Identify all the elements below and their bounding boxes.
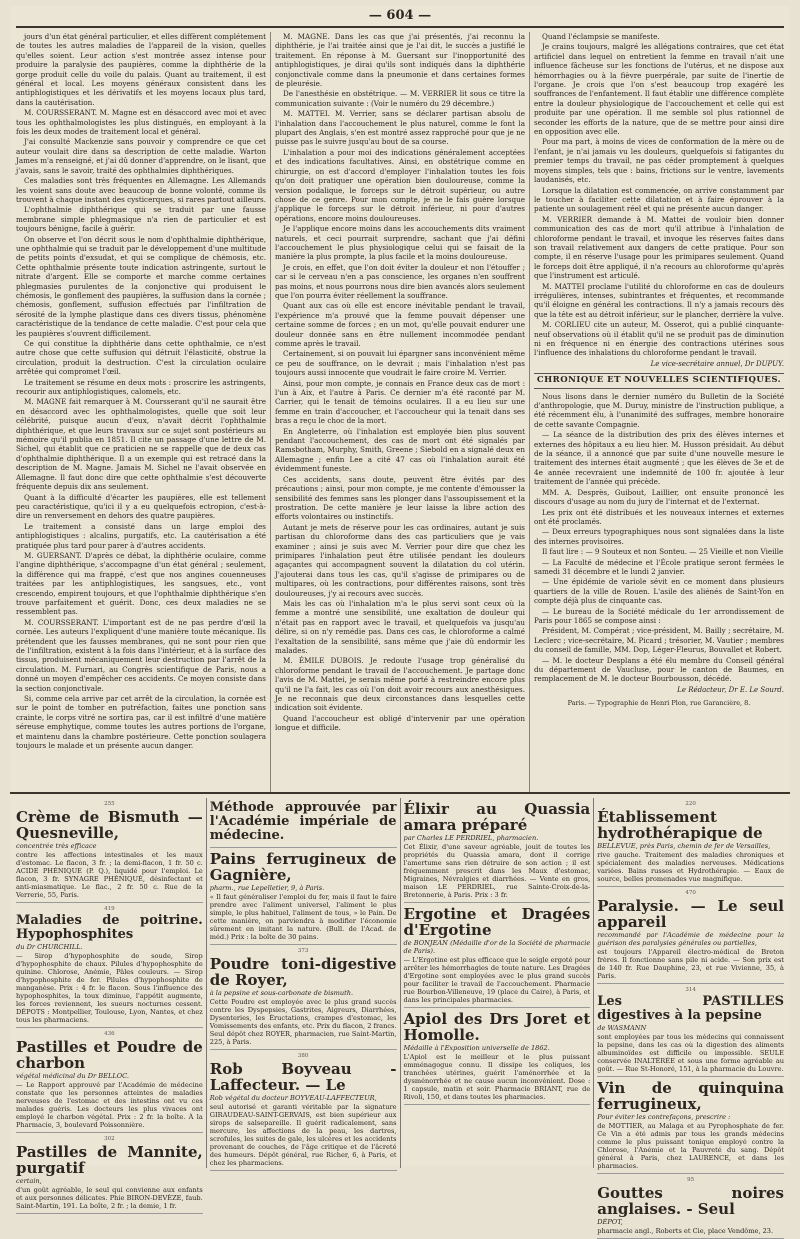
news-item: Nous lisons dans le dernier numéro du Bulletin de la Société d'anthropologie, que M. Duruy, ministre de l'instruction publique, a été récemment élu, à l'unanimité des suffrages, membre honoraire de cette savante Compagnie. [534,391,784,429]
ad-number: 302 [104,1136,115,1142]
paragraph: Le traitement a consisté dans un large emploi des antiphlogistiques : alcalins, purgatifs, etc. La cautérisation a été pratiquée plus tard pour parer à d'autres accidents. [16,521,266,550]
paragraph: J'ai consulté Mackenzie sans pouvoir y comprendre ce que cet auteur voulait dire dans sa description de cette maladie. Warton James m'a renseigné, et j'ai dû donner d'apprendre, on le lisant, que j'avais, sans le savoir, traité des ophthalmies diphthériques. [16,137,266,175]
ad-headline: Méthode approuvée par l'Académie impériale de médecine. [209,800,397,843]
ad-subtitle: Pour éviter les contrefaçons, prescrire : [597,1113,731,1121]
ad-body: est toujours l'Appareil électro-médical de Breton frères. Il fonctionne sans pile ni acide. — Son prix est de 140 fr. Rue Dauphine, 23, et rue Vivienne, 35, à Paris. [597,948,784,980]
ad-number: 436 [104,1031,115,1037]
paragraph: Si, comme cela arrive par cet arrêt de la circulation, la cornée est sur le point de tomber en putréfaction, faites une ponction sans crainte, le corps vitré ne sortira pas, car il est infiltré d'une matière séreuse emphytique, comme toutes les autres portions de l'organe, et maintenu dans la chambre postérieure. Cette ponction soulagera toujours le malade et un présente aucun danger. [16,694,266,751]
paragraph: M. GUERSANT. D'après ce débat, la diphthérie oculaire, comme l'angine diphthérique, s'accompagne d'un état général ; seulement, la différence qui ma frappé, c'est que nos angines couenneuses traitées par les antiphlogistiques, les sangsues, etc., vont crescendo, empirent toujours, et que l'ophthalmie diphthérique s'en trouve parfaitement et guérit. Donc, ces deux maladies ne se ressemblent pas. [16,550,266,617]
paragraph: Quand l'accoucheur est obligé d'intervenir par une opération longue et difficile. [275,713,525,733]
page-number: — 604 — [368,8,432,23]
paragraph: On observe et l'on décrit sous le nom d'ophthalmie diphthérique, une ophthalmie qui se traduit par le développement d'une multitude de petits points d'exsudat, et qui se complique de chémosis, etc. Cette ophthalmie présente toute indication astringente, surtout le nitrate d'argent. Elle se comporte et marche comme certaines phlegmasies purulentes de la conjonctive qui produisent le chémosis, le gonflement des paupières, la suffusion dans la cornée ; chémosis, gonflement, suffusion effectués par l'infiltration de sérosité de la lymphe plastique dans ces divers tissus, phénomène caractéristique de la tendance de cette maladie. C'est pour cela que les paupières s'ouvrent difficilement. [16,234,266,338]
ad-subtitle: de BONJEAN (Médaille d'or de la Société de pharmacie de Paris). [403,939,591,955]
paragraph: M. MATTEI. M. Verrier, sans se déclarer partisan absolu de l'inhalation dans l'accouchement le plus naturel, comme le font la plupart des Anglais, s'en est montré assez rapproché pour que je ne puisse pas le suivre jusqu'au bout de sa course. [275,109,525,147]
news-item: MM. A. Desprès, Guibout, Laillier, ont ensuite prononcé les discours d'usage au nom du jury de l'internat et de l'externat. [534,487,784,507]
advertisement [16,1028,203,1133]
advertisement [404,903,591,1008]
news-item: Président, M. Compérat ; vice-président, M. Bailly ; secrétaire, M. Leclerc ; vice-secrétaire, M. Picard ; trésorier, M. Vautier ; membres du conseil de famille, MM. Dop, Léger-Fleurus, Bouvallet et Robert. [534,626,784,655]
paragraph: M. COURSSERANT. L'important est de ne pas perdre d'œil la cornée. Les auteurs l'expliquent d'une manière toute mécanique. Ils prétendent que les fausses membranes, qui ne sont pour rien que de l'infiltration, existent à la fois dans l'intérieur, et à la surface des tissus, produisent mécaniquement leur destruction par l'arrêt de la circulation. M. Furnari, au Congrès scientifique de Paris, nous a donné un moyen d'empêcher ces accidents. Ce moyen consiste dans la section conjonctivale. [16,617,266,693]
paragraph: Quant à la difficulté d'écarter les paupières, elle est tellement peu caractéristique, qu'ici il y a eu quelquefois ectropion, c'est-à-dire un renversement en dehors des quatre paupières. [16,492,266,521]
paragraph: M. MATTEI proclame l'utilité du chloroforme en cas de douleurs irrégulières, intenses, subintrantes et fréquentes, et recommande qu'il éloigne en général les contractions. Il n'y a jamais recours dès que la tête est au détroit inférieur, sur le plancher, derrière la vulve. [534,281,784,319]
ad-headline: Crème de Bismuth — Quesneville, [16,808,203,842]
ad-number: 314 [685,987,696,993]
article-columns [10,28,790,792]
ad-subtitle: par Charles LE PERDRIEL, pharmacien. [403,834,539,842]
ad-body: « Il faut généraliser l'emploi du fer, mais il faut le faire prendre avec l'aliment universel, l'aliment le plus simple, le plus habituel, l'aliment de tous, » le Pain. De cette manière, on parviendra à modifier l'économie sûrement en imitant la nature. (Bull. de l'Acad. de méd.) Prix : la boîte de 30 pains. [209,893,397,941]
column-1 [16,32,266,792]
advertisements [10,792,790,1235]
ad-body: d'un goût agréable, le seul qui convienne aux enfants et aux personnes délicates. Phie BIRON-DEVÈZE, faub. Saint-Martin, 191. La boîte, 2 fr. ; la demie, 1 fr. [16,1186,203,1210]
ad-headline: Pastilles et Poudre de charbon [16,1038,203,1072]
advertisement [597,1077,784,1174]
ad-number: 95 [687,1177,695,1183]
column-3-paragraphs [534,32,784,358]
ad-headline: Gouttes noires anglaises. - Seul [597,1184,784,1218]
ad-body: Cette Poudre est employée avec le plus grand succès contre les Dyspepsies, Gastrites, Aigreurs, Diarrhées, Dysenteries, les Éructations, crampes d'estomac, les Vomissements des enfants, etc. Prix du flacon, 2 francs. Seul dépôt chez ROYER, pharmacien, rue Saint-Martin, 225, à Paris. [209,998,397,1046]
paragraph: Ainsi, pour mon compte, je connais en France deux cas de mort : l'un à Aix, et l'autre à Paris. Ce dernier m'a été raconté par M. Carrier, qui le tenait de témoins oculaires. Il a eu lieu sur une femme en train d'accoucher, et l'accoucheur qui la tenait dans ses bras a reçu le choc de la mort. [275,378,525,426]
paragraph: Quand l'éclampsie se manifeste. [542,32,660,41]
gerant: Le Rédacteur, Dr E. Le Sourd. [677,685,784,694]
ad-body: Cet Élixir, d'une saveur agréable, jouit de toutes les propriétés du Quassia amara, dont il corrige l'amertume sans rien détruire de son action ; il est fréquemment prescrit dans les Maux d'estomac, Migraines, Névralgies et diarrhées. — Vente en gros, maison LE PERDRIEL, rue Sainte-Croix-de-la-Bretonnerie, à Paris. Prix : 3 fr. [403,843,591,899]
ad-subtitle: végétal médicinal du Dr BELLOC. [16,1072,130,1080]
ad-subtitle: Médaille à l'Exposition universelle de 1862. [403,1044,550,1052]
advertisement [210,798,397,848]
ad-headline: Ergotine et Dragées d'Ergotine [403,905,591,939]
paragraph: jours d'un état général particulier, et elles diffèrent complétement de toutes les autres maladies de l'appareil de la vision, quelles qu'elles soient. Leur action s'est montrée assez intense pour produire la paralysie des paupières, comme la diphthérie de la gorge produit celle du voile du palais. Quant au traitement, il est général et local. Les moyens généraux consistent dans les antiphlogistiques et les dérivatifs et les moyens locaux plus tard, dans la cautérisation. [16,32,266,107]
ad-headline: Paralysie. — Le seul appareil [597,897,784,931]
news-item: Les prix ont été distribués et les nouveaux internes et externes ont été proclamés. [534,507,784,526]
ad-body: contre les affections intestinales et les maux d'estomac. Le flacon, 3 fr. ; la demi-flacon, 1 fr. 50 c. ACIDE PHÉNIQUE (P. Q.), liquidé pour l'emploi. Le flacon, 3 fr. SYNAGRE PHÉNIQUÉ, désinfectant et anti-miasmatique. Le flac., 2 fr. 50 c. Rue de la Verrerie, 55, Paris. [16,851,203,899]
ad-subtitle: recommandé par l'Académie de médecine pour la guérison des paralysies générales ou partielles, [597,931,784,947]
ad-column-1 [16,798,203,1210]
advertisement [404,798,591,903]
column-3 [529,32,784,792]
section-title: CHRONIQUE ET NOUVELLES SCIENTIFIQUES. [534,373,784,388]
news-item: — Le bureau de la Société médicale du 1er arrondissement de Paris pour 1865 se compose ainsi : [534,606,784,625]
ad-body: — Le Rapport approuvé par l'Académie de médecine constate que les personnes atteintes de maladies nerveuses de l'estomac et des intestins ont vu ces malades guéris. Les docteurs les plus vivaces ont employé le charbon végétal. Prix : 2 fr. la boîte. À la Pharmacie, 3, boulevard Poissonnière. [16,1081,203,1129]
paragraph: M. MAGNE. Dans les cas que j'ai présentés, j'ai reconnu la diphthérie, je l'ai traitée ainsi que je l'ai dit, le succès a justifié le traitement. En réponse à M. Guersant sur l'inopportunité des antiphlogistiques, je dirai qu'ils sont indiqués dans la diphthérie conjonctivale comme dans la pneumonie et dans certaines formes de pleurésie. [275,32,525,89]
paragraph: En Angleterre, où l'inhalation est employée bien plus souvent pendant l'accouchement, des cas de mort ont été signalés par Ramsbotham, Murphy, Smith, Greene ; Siebold en a signalé deux en Allemagne ; enfin Lee a cité 47 cas où l'inhalation aurait été évidemment funeste. [275,426,525,474]
ad-headline: Poudre toni-digestive de Royer, [209,955,397,989]
ad-subtitle: BELLEVUE, près Paris, chemin de fer de Versailles, [597,842,771,850]
ad-headline: Maladies de poitrine. Hypophosphites [16,913,203,942]
ad-subtitle: DÉPOT, [597,1218,623,1226]
ad-subtitle: du Dr CHURCHILL. [16,943,83,951]
ad-headline: Les PASTILLES digestives à la pepsine [597,994,784,1023]
paragraph: M. ÉMILE DUBOIS. Je redoute l'usage trop généralisé du chloroforme pendant le travail de l'accouchement. Je partage donc l'avis de M. Mattei, je serais même porté à restreindre encore plus qu'il ne l'a fait, les cas où l'on doit avoir recours aux anesthésiques. Je ne reconnais que deux circonstances dans lesquelles cette indication soit évidente. [275,656,525,713]
ad-column-4 [593,798,784,1235]
news-item: — La séance de la distribution des prix des élèves internes et externes des hôpitaux a eu lieu hier. M. Husson présidait. Au début de la séance, il a annoncé que par suite d'une nouvelle mesure le traitement des internes était augmenté ; que les élèves de 3e et de 4e année recevraient une indemnité de 100 fr. ajoutée à leur traitement de l'année qui précède. [534,430,784,487]
ad-number: 220 [685,801,696,807]
advertisement [16,798,203,903]
column-2 [270,32,525,792]
paragraph: Autant je mets de réserve pour les cas ordinaires, autant je suis partisan du chloroforme dans des cas particuliers que je vais examiner ; ainsi je suis avec M. Verrier pour dire que chez les primipares l'inhalation peut être utilisée pendant les douleurs agaçantes qui accompagnent souvent la dilatation du col utérin. J'ajouterai dans tous les cas, qu'il s'agisse de primipares ou de multipares, où les contractions, pour différentes raisons, sont très douloureuses, j'y ai recours avec succès. [275,522,525,598]
ad-subtitle: de WASMANN [597,1024,647,1032]
ad-body: pharmacie angl., Roberts et Cie, place Vendôme, 23. [597,1227,774,1235]
ad-headline: Apiol des Drs Joret et Homolle. [403,1010,591,1044]
ad-headline: Établissement hydrothérapique de [597,808,763,842]
ad-headline: Pastilles de Mannite, purgatif [16,1143,203,1177]
ad-subtitle: à la pepsine et sous-carbonate de bismuth. [209,989,354,997]
ad-column-3 [400,798,591,1168]
paragraph: Je crains toujours, malgré les allégations contraires, que cet état artificiel dans lequel on entretient la femme en travail n'ait une influence fâcheuse sur les fonctions de l'utérus, et ne dispose aux hémorrhagies ou à la fièvre puerpérale, par suite de l'inertie de l'organe. Je crois que l'on s'est beaucoup trop exagéré les souffrances de l'enfantement. Il faut établir une différence complète entre la douleur physiologique de l'accouchement et celle qui est produite par une opération. Il me semble sol plus rationnel de seconder les efforts de la nature, que de se mettre pour ainsi dire en opposition avec elle. [534,42,784,137]
ad-subtitle: concentrée très efficace [16,842,97,850]
ad-subtitle: pharm., rue Lepelletier, 9, à Paris. [209,884,325,892]
paragraph: L'inhalation a pour moi des indications généralement acceptées et des indications facultatives. Ainsi, en obstétrique comme en chirurgie, on est d'accord d'employer l'inhalation toutes les fois qu'on doit pratiquer une opération bien douloureuse, comme la version podalique, le forceps sur le détroit supérieur, ou autre chose de ce genre. Pour mon compte, je ne le fais guère lorsque j'applique le forceps sur le détroit inférieur, ni pour d'autres opérations, encore moins douloureuses. [275,147,525,223]
advertisement [597,984,784,1077]
advertisement [597,798,784,887]
paragraph: M. MAGNE fait remarquer à M. Coursserant qu'il ne saurait être en désaccord avec les ophthalmologistes, quelle que soit leur célébrité, puisque aucun d'eux, n'avait décrit l'ophthalmie diphthérique, et que leurs travaux sur ce sujet sont postérieurs au mémoire qu'il publia en 1851. Il cite un passage d'une lettre de M. Sichel, qui établit que ce praticien ne se rappelle que de deux cas d'ophthalmie diphthérique. Il a un exemple qui est retracé dans la description de M. Magne. Jamais M. Sichel ne l'avait observée en Allemagne. Il faut donc dire que cette ophthalmie s'est découverte fréquente depuis dix ans seulement. [16,397,266,492]
paragraph: Ces accidents, sans doute, peuvent être évités par des précautions ; ainsi, pour mon compte, je me contente d'émousser la sensibilité des femmes sans les plonger dans l'assoupissement et la prostration. De cette manière je leur laisse la libre action des efforts volontaires ou instinctifs. [275,474,525,522]
ad-body: L'Apiol est le meilleur et le plus puissant emménagogue connu. Il dissipe les coliques, les tranchées utérines, guérit l'aménorrhée et la dysménorrhée et ne cause aucun inconvénient. Dose : 1 capsule, matin et soir. Pharmacie BRIANT, rue de Rivoli, 150, et dans toutes les pharmacies. [403,1053,591,1101]
paragraph: Ces maladies sont très fréquentes en Allemagne. Les Allemands les voient sans doute avec beaucoup de bonne volonté, comme ils trouvent à chaque instant des cysticerques, si rares partout ailleurs. [16,176,266,204]
paragraph: Certainement, si on pouvait lui épargner sans inconvénient même ce peu de souffrance, on le devrait ; mais l'inhalation n'est pas toujours aussi innocente que voudrait le faire croire M. Verrier. [275,349,525,378]
paragraph: Le traitement se résume en deux mots : proscrire les astringents, recourir aux antiphlogistiques, calomels, etc. [16,377,266,397]
news-item: — La Faculté de médecine et l'École pratique seront fermées le samedi 31 décembre et le lundi 2 janvier. [534,557,784,576]
ad-number: 255 [104,801,115,807]
ad-number: 380 [297,1053,309,1059]
paragraph: L'ophthalmie diphthérique qui se traduit par une fausse membrane simple phlegmasique n'a rien de particulier et est toujours bénigne, facile à guérir. [16,205,266,234]
paragraph: M. CORLIEU cite un auteur, M. Osserot, qui a publié cinquante-neuf observations où il établit qu'il ne se produit pas de diminution ni en fréquence ni en énergie des contractions utérines sous l'influence des inhalations du chloroforme pendant le travail. [534,320,784,358]
paragraph: Ce qui constitue la diphthérie dans cette ophthalmie, ce n'est autre chose que cette suffusion qui détruit l'élasticité, obstrue la circulation, produit la destruction. C'est la circulation oculaire arrêtée qui compromet l'œil. [16,339,266,377]
ad-headline: Rob Boyveau - Laffecteur. — Le [209,1060,397,1094]
advertisement [404,1008,591,1105]
news-item: — Une épidémie de variole sévit en ce moment dans plusieurs quartiers de la ville de Rouen. L'asile des aliénés de Saint-Yon en compte déjà plus de cinquante cas. [534,577,784,606]
newspaper-page [10,6,790,1235]
paragraph: M. COURSSERANT. M. Magne est en désaccord avec moi et avec tous les ophthalmologistes les plus distingués, en employant à la fois les deux modes de traitement local et général. [16,108,266,137]
imprint: Paris. — Typographie de Henri Plon, rue Garancière, 8. [567,699,751,708]
ad-subtitle: certain, [16,1177,42,1185]
ad-number: 419 [104,906,115,912]
paragraph: De l'anesthésie en obstétrique. — M. VERRIER lit sous ce titre la communication suivante : (Voir le numéro du 29 décembre.) [275,89,525,108]
news-item: — Deux erreurs typographiques nous sont signalées dans la liste des internes provisoires. [534,527,784,546]
advertisement [597,1174,784,1239]
ad-body: sont employées par tous les médecins qui connaissent la pepsine, dans les cas où la digestion des aliments albuminoïdes est difficile ou impossible. SEULE conservée INALTÉRÉE et sous une forme agréable au goût. — Rue St-Honoré, 151, à la pharmacie du Louvre. [597,1033,784,1073]
ad-column-2 [206,798,397,1168]
advertisement [210,945,397,1050]
paragraph: Quant aux cas où elle est encore inévitable pendant le travail, l'expérience m'a prouvé que la femme pouvait dépenser une certaine somme de forces ; en un mot, qu'elle pouvait endurer une douleur donnée sans en être nullement incommodée pendant comme après le travail. [275,301,525,348]
advertisement [16,903,203,1028]
ad-body: — L'Ergotine est plus efficace que le seigle ergoté pour arrêter les hémorrhagies de toute nature. Les Dragées d'Ergotine sont employées avec le plus grand succès pour faciliter le travail de l'accouchement. Pharmacie rue Bourbon-Villeneuve, 19 (place du Caire), à Paris, et dans les principales pharmacies. [403,956,591,1004]
advertisement [210,1050,397,1171]
paragraph: Je l'applique encore moins dans les accouchements dits vraiment naturels, et ceci pourrait surprendre, sachant que j'ai défini l'accouchement le plus physiologique celui qui se faisait de la manière la plus prompte, la plus facile et la moins douloureuse. [275,224,525,262]
paragraph: Je crois, en effet, que l'on doit éviter la douleur et non l'étouffer ; car si le cerveau n'en a pas conscience, les organes n'en souffrent pas moins, et nous pourrons nous dire bien avancés alors seulement que l'on pourra éviter réellement la souffrance. [275,262,525,300]
news-item: Il faut lire : — 9 Souteux et non Sonteu. — 25 Vieille et non Vieille [542,547,784,557]
ad-headline: Vin de quinquina ferrugineux, [597,1079,784,1113]
paragraph: Lorsque la dilatation est commencée, on arrive constamment par le toucher à faciliter cette dilatation et à faire éprouver à la patiente un soulagement réel et qui ne présente aucun danger. [534,185,784,214]
paragraph: Pour ma part, à moins de vices de conformation de la mère ou de l'enfant, je n'ai jamais vu les douleurs, quelquefois si fatigantes du premier temps du travail, ne pas céder promptement à quelques moyens simples, tels que : bains, frictions sur le ventre, lavements laudanisés, etc. [534,137,784,185]
ad-headline: Élixir au Quassia amara préparé [403,800,591,834]
ad-headline: Pains ferrugineux de Gagnière, [209,850,397,884]
advertisement [210,848,397,945]
signature: Le vice-secrétaire annuel, Dr DUPUY. [650,359,784,368]
ad-subtitle: Rob végétal du docteur BOYVEAU-LAFFECTEUR, [209,1094,377,1102]
paragraph: Mais les cas où l'inhalation m'a le plus servi sont ceux où la femme a montré une sensibilité, une exaltation de douleur qui n'était pas en rapport avec le travail, et quelquefois va jusqu'au délire, si on n'y remédie pas. Dans ces cas, le chloroforme a calmé l'exaltation de la sensibilité, sans même que j'aie dû endormir les malades. [275,598,525,655]
news-item: — M. le docteur Desplans a été élu membre du Conseil général du département de Vaucluse, pour le canton de Baumes, en remplacement de M. le docteur Bourbousson, décédé. [534,655,784,684]
ad-number: 373 [297,948,309,954]
advertisement [597,887,784,984]
advertisement [16,1133,203,1214]
ad-body: seul autorisé et garanti véritable par la signature GIRAUDEAU-SAINT-GERVAIS, est bien supérieur aux sirops de salsepareille. Il guérit radicalement, sans mercure, les affections de la peau, les dartres, scrofules, les suites de gale, les ulcères et les accidents provenant de couches, de l'âge critique et de l'âcreté des humeurs. Dépôt général, rue Richer, 6, à Paris, et chez les pharmaciens. [209,1103,397,1167]
ad-number: 470 [685,890,696,896]
paragraph: M. VERRIER demande à M. Mattei de vouloir bien donner communication des cas de mort qu'il attribue à l'inhalation de chloroforme pendant le travail, et invoque les réserves faites dans son travail relativement aux dangers de cette pratique. Pour son compte, il en réserve l'usage pour les primipares seulement. Quand le forceps doit être appliqué, il n'a recours au chloroforme qu'après que l'instrument est articulé. [534,214,784,281]
ad-body: rive gauche. Traitement des maladies chroniques et spécialement des maladies nerveuses. Médications variées. Bains russes et Hydrothérapie. — Eaux de source, belles promenades vue magnifique. [597,851,784,883]
ad-body: — Sirop d'hypophosphite de soude, Sirop d'hypophosphite de chaux. Pilules d'hypophosphite de quinine. Chlorose, Anémie, Pâles couleurs. — Sirop d'hypophosphite de fer. Pilules d'hypophosphite de manganèse. Prix : 4 fr. le flacon. Sous l'influence des hypophosphites, la toux diminue, l'appétit augmente, les forces reviennent, les sueurs nocturnes cessent. DÉPOTS : Montpellier, Toulouse, Lyon, Nantes, et chez tous les pharmaciens. [16,952,203,1024]
ad-body: de MOTTIER, au Malaga et au Pyrophosphate de fer. Ce Vin a été admis par tous les grands médecins comme le plus puissant tonique employé contre la Chlorose, l'Anémie et la Pauvreté du sang. Dépôt général à Paris, chez LAURENCE, et dans les pharmacies. [597,1122,784,1170]
news-items [534,392,784,684]
